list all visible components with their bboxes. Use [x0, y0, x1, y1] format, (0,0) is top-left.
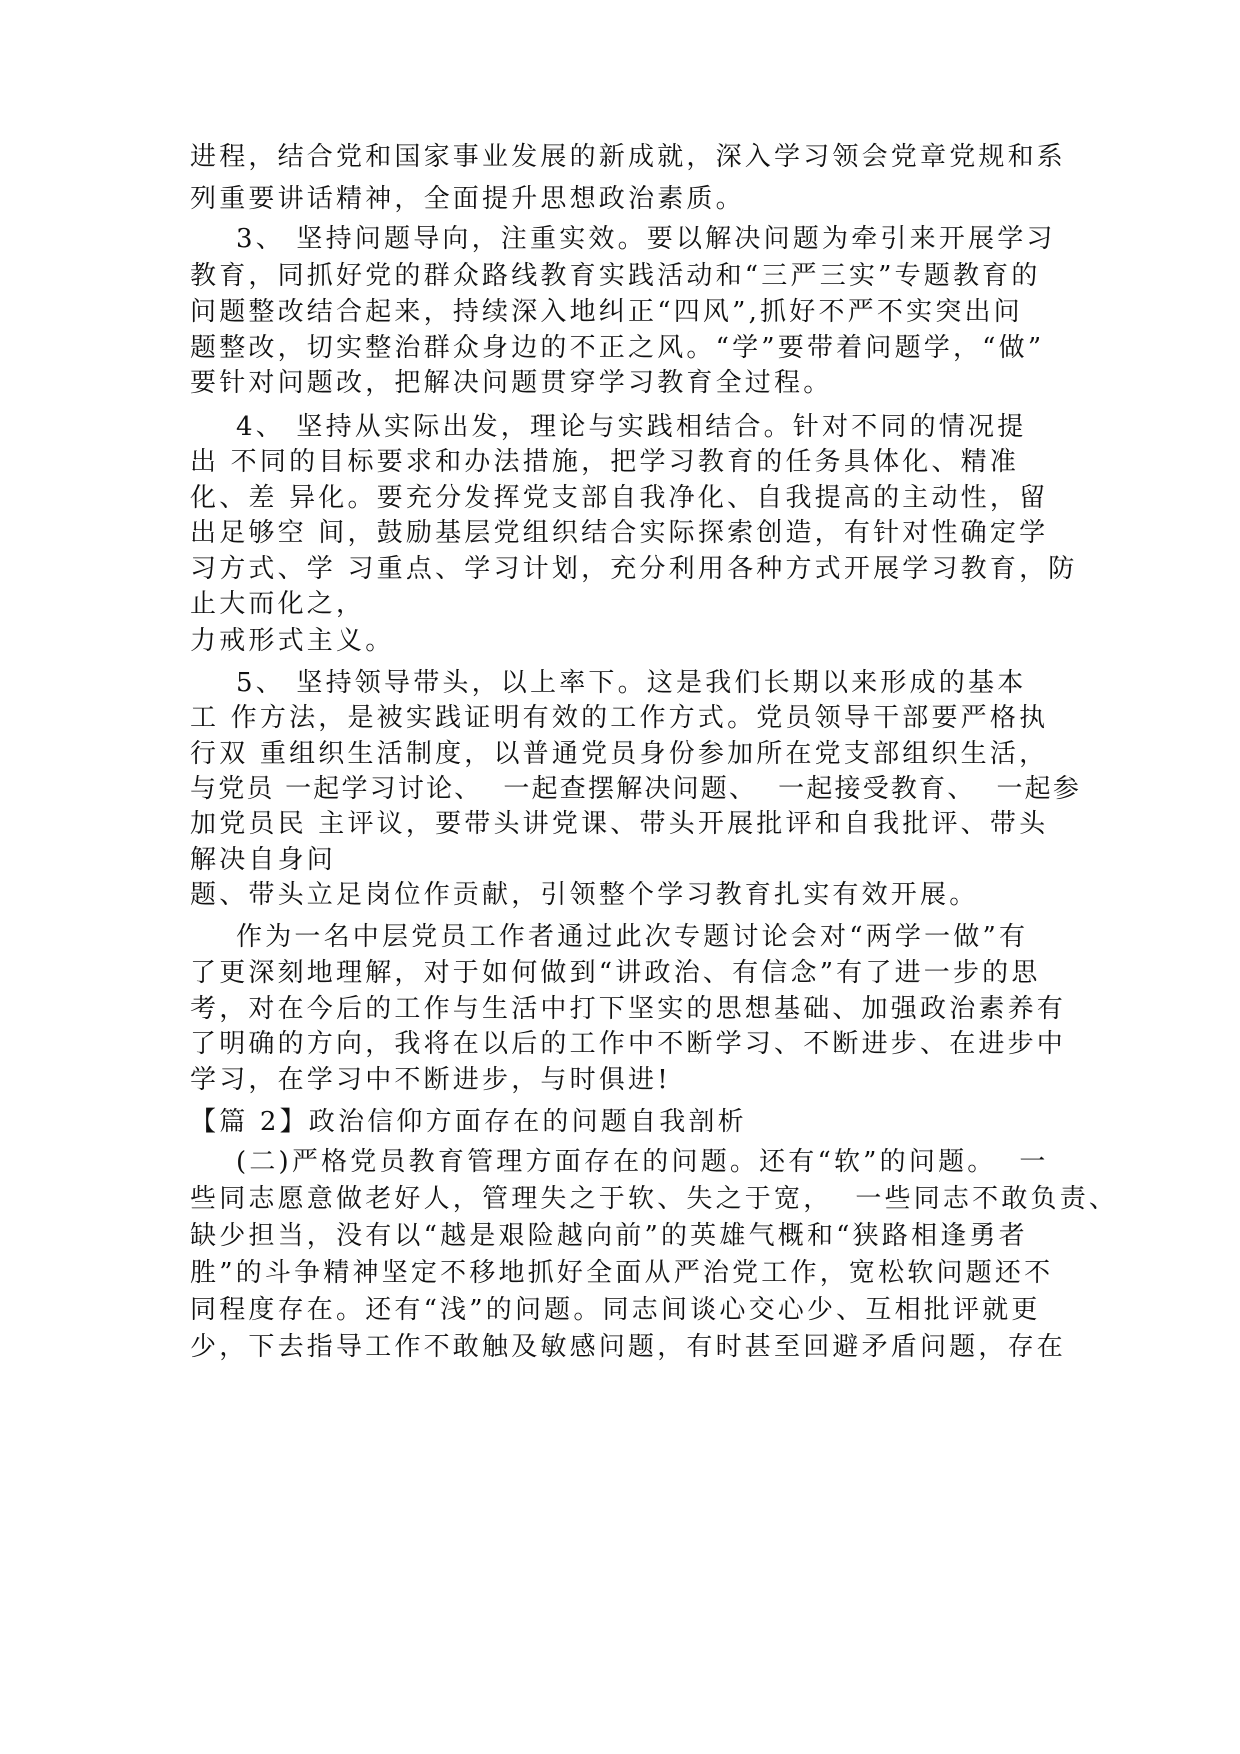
- text-line: 与党员 一起学习讨论、 一起查摆解决问题、 一起接受教育、 一起参: [190, 774, 1082, 804]
- text-line: 胜”的斗争精神坚定不移地抓好全面从严治党工作，宽松软问题还不: [190, 1258, 1054, 1288]
- text-line: 出足够空 间，鼓励基层党组织结合实际探索创造，有针对性确定学: [190, 518, 1049, 548]
- text-line: 3、 坚持问题导向，注重实效。要以解决问题为牵引来开展学习: [236, 224, 1056, 254]
- text-line: 加党员民 主评议，要带头讲党课、带头开展批评和自我批评、带头: [190, 809, 1049, 839]
- text-line: 缺少担当，没有以“越是艰险越向前”的英雄气概和“狭路相逢勇者: [190, 1221, 1028, 1251]
- text-line: 化、差 异化。要充分发挥党支部自我净化、自我提高的主动性，留: [190, 483, 1049, 513]
- section-heading: 【篇 2】政治信仰方面存在的问题自我剖析: [190, 1107, 747, 1137]
- text-line: 作为一名中层党员工作者通过此次专题讨论会对“两学一做”有: [236, 922, 1029, 952]
- text-line: 问题整改结合起来，持续深入地纠正“四风”,抓好不严不实突出问: [190, 297, 1023, 327]
- text-line: 4、 坚持从实际出发，理论与实践相结合。针对不同的情况提: [236, 412, 1027, 442]
- text-line: 出 不同的目标要求和办法措施，把学习教育的任务具体化、精准: [190, 447, 1020, 477]
- text-line: 了更深刻地理解，对于如何做到“讲政治、有信念”有了进一步的思: [190, 958, 1041, 988]
- text-line: 止大而化之，: [190, 589, 366, 619]
- text-line: 教育，同抓好党的群众路线教育实践活动和“三严三实”专题教育的: [190, 261, 1041, 291]
- text-line: 了明确的方向，我将在以后的工作中不断学习、不断进步、在进步中: [190, 1029, 1067, 1059]
- text-line: 行双 重组织生活制度，以普通党员身份参加所在党支部组织生活，: [190, 739, 1049, 769]
- text-line: 5、 坚持领导带头，以上率下。这是我们长期以来形成的基本: [236, 668, 1027, 698]
- text-line: 进程，结合党和国家事业发展的新成就，深入学习领会党章党规和系: [190, 142, 1067, 172]
- text-line: 要针对问题改，把解决问题贯穿学习教育全过程。: [190, 368, 833, 398]
- text-line: 解决自身问: [190, 845, 337, 875]
- text-line: 学习，在学习中不断进步，与时俱进!: [190, 1065, 671, 1095]
- text-line: 些同志愿意做老好人，管理失之于软、失之于宽， 一些同志不敢负责、: [190, 1184, 1119, 1214]
- text-line: 题整改，切实整治群众身边的不正之风。“学”要带着问题学，“做”: [190, 333, 1045, 363]
- text-line: 习方式、学 习重点、学习计划，充分利用各种方式开展学习教育，防: [190, 554, 1078, 584]
- text-line: 题、带头立足岗位作贡献，引领整个学习教育扎实有效开展。: [190, 880, 979, 910]
- text-line: (二)严格党员教育管理方面存在的问题。还有“软”的问题。 一: [236, 1147, 1049, 1177]
- text-line: 列重要讲话精神，全面提升思想政治素质。: [190, 184, 745, 214]
- text-line: 考，对在今后的工作与生活中打下坚实的思想基础、加强政治素养有: [190, 994, 1067, 1024]
- text-line: 同程度存在。还有“浅”的问题。同志间谈心交心少、互相批评就更: [190, 1295, 1041, 1325]
- text-line: 力戒形式主义。: [190, 626, 395, 656]
- text-line: 工 作方法，是被实践证明有效的工作方式。党员领导干部要严格执: [190, 703, 1049, 733]
- text-line: 少，下去指导工作不敢触及敏感问题，有时甚至回避矛盾问题，存在: [190, 1332, 1067, 1362]
